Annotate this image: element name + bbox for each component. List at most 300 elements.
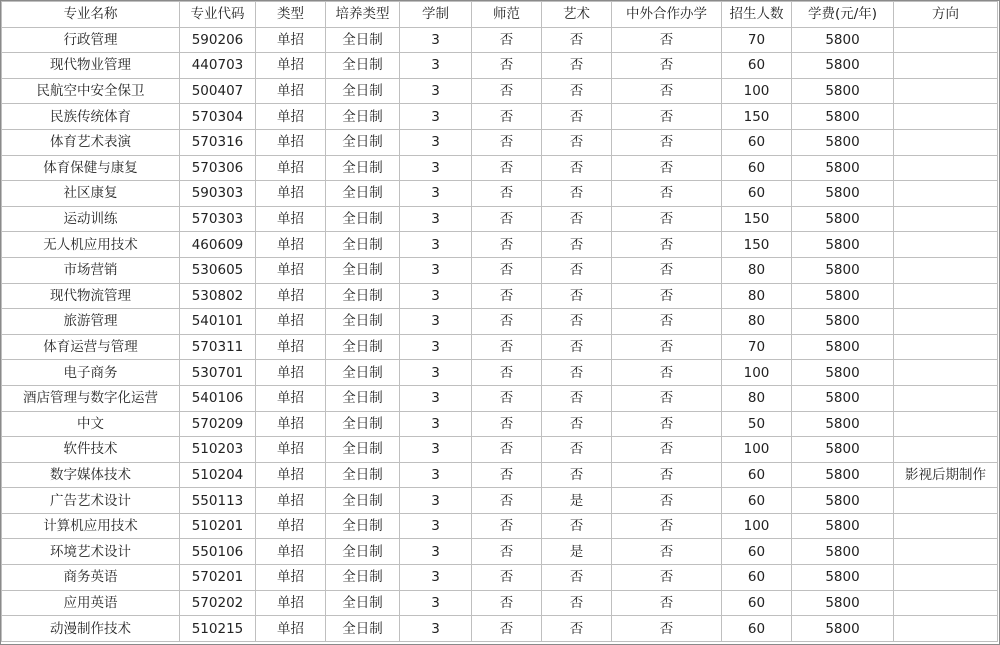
cell-major-name: 现代物流管理 bbox=[2, 283, 180, 309]
cell-normal: 否 bbox=[472, 411, 542, 437]
cell-direction bbox=[894, 590, 998, 616]
cell-major-name: 民族传统体育 bbox=[2, 104, 180, 130]
cell-type: 单招 bbox=[256, 334, 326, 360]
cell-enrollment: 60 bbox=[722, 129, 792, 155]
table-row bbox=[2, 181, 998, 207]
cell-art: 否 bbox=[542, 155, 612, 181]
cell-art: 否 bbox=[542, 616, 612, 642]
cell-major-name: 动漫制作技术 bbox=[2, 616, 180, 642]
cell-tuition: 5800 bbox=[792, 437, 894, 463]
cell-major-code: 510203 bbox=[180, 437, 256, 463]
cell-tuition: 5800 bbox=[792, 232, 894, 258]
cell-type: 单招 bbox=[256, 78, 326, 104]
cell-enrollment: 60 bbox=[722, 539, 792, 565]
cell-art: 否 bbox=[542, 411, 612, 437]
cell-duration: 3 bbox=[400, 334, 472, 360]
cell-training-type: 全日制 bbox=[326, 78, 400, 104]
table-row bbox=[2, 437, 998, 463]
cell-art: 否 bbox=[542, 129, 612, 155]
cell-tuition: 5800 bbox=[792, 462, 894, 488]
cell-normal: 否 bbox=[472, 155, 542, 181]
cell-training-type: 全日制 bbox=[326, 53, 400, 79]
cell-tuition: 5800 bbox=[792, 155, 894, 181]
cell-type: 单招 bbox=[256, 206, 326, 232]
cell-training-type: 全日制 bbox=[326, 488, 400, 514]
table-row bbox=[2, 78, 998, 104]
cell-type: 单招 bbox=[256, 232, 326, 258]
cell-direction bbox=[894, 437, 998, 463]
header-row bbox=[2, 2, 998, 28]
cell-tuition: 5800 bbox=[792, 129, 894, 155]
cell-sino-foreign: 否 bbox=[612, 181, 722, 207]
cell-enrollment: 60 bbox=[722, 462, 792, 488]
cell-major-code: 550106 bbox=[180, 539, 256, 565]
cell-enrollment: 100 bbox=[722, 78, 792, 104]
cell-type: 单招 bbox=[256, 539, 326, 565]
table-row bbox=[2, 27, 998, 53]
cell-major-name: 无人机应用技术 bbox=[2, 232, 180, 258]
cell-major-code: 570311 bbox=[180, 334, 256, 360]
cell-enrollment: 50 bbox=[722, 411, 792, 437]
cell-training-type: 全日制 bbox=[326, 283, 400, 309]
cell-tuition: 5800 bbox=[792, 385, 894, 411]
cell-duration: 3 bbox=[400, 129, 472, 155]
cell-art: 否 bbox=[542, 53, 612, 79]
header-col-direction: 方向 bbox=[894, 2, 998, 28]
cell-duration: 3 bbox=[400, 437, 472, 463]
cell-duration: 3 bbox=[400, 27, 472, 53]
cell-type: 单招 bbox=[256, 462, 326, 488]
cell-normal: 否 bbox=[472, 129, 542, 155]
cell-major-code: 510201 bbox=[180, 513, 256, 539]
enrollment-table bbox=[1, 1, 998, 642]
cell-major-name: 数字媒体技术 bbox=[2, 462, 180, 488]
cell-enrollment: 100 bbox=[722, 437, 792, 463]
cell-art: 否 bbox=[542, 513, 612, 539]
cell-training-type: 全日制 bbox=[326, 309, 400, 335]
cell-art: 否 bbox=[542, 385, 612, 411]
header-col-tuition: 学费(元/年) bbox=[792, 2, 894, 28]
cell-major-code: 530802 bbox=[180, 283, 256, 309]
cell-normal: 否 bbox=[472, 565, 542, 591]
cell-art: 否 bbox=[542, 232, 612, 258]
cell-type: 单招 bbox=[256, 129, 326, 155]
header-col-normal: 师范 bbox=[472, 2, 542, 28]
cell-major-name: 电子商务 bbox=[2, 360, 180, 386]
cell-normal: 否 bbox=[472, 232, 542, 258]
table-row bbox=[2, 616, 998, 642]
table-row bbox=[2, 488, 998, 514]
cell-duration: 3 bbox=[400, 513, 472, 539]
cell-duration: 3 bbox=[400, 309, 472, 335]
cell-major-code: 500407 bbox=[180, 78, 256, 104]
cell-training-type: 全日制 bbox=[326, 360, 400, 386]
cell-normal: 否 bbox=[472, 309, 542, 335]
cell-direction bbox=[894, 334, 998, 360]
cell-duration: 3 bbox=[400, 411, 472, 437]
cell-direction bbox=[894, 104, 998, 130]
table-row bbox=[2, 565, 998, 591]
cell-enrollment: 60 bbox=[722, 53, 792, 79]
cell-type: 单招 bbox=[256, 513, 326, 539]
cell-duration: 3 bbox=[400, 539, 472, 565]
cell-enrollment: 70 bbox=[722, 27, 792, 53]
cell-direction bbox=[894, 309, 998, 335]
cell-major-name: 民航空中安全保卫 bbox=[2, 78, 180, 104]
cell-duration: 3 bbox=[400, 385, 472, 411]
table-row bbox=[2, 309, 998, 335]
cell-major-code: 570303 bbox=[180, 206, 256, 232]
cell-training-type: 全日制 bbox=[326, 155, 400, 181]
cell-enrollment: 150 bbox=[722, 232, 792, 258]
cell-enrollment: 60 bbox=[722, 181, 792, 207]
header-col-major-name: 专业名称 bbox=[2, 2, 180, 28]
cell-duration: 3 bbox=[400, 360, 472, 386]
cell-direction bbox=[894, 129, 998, 155]
cell-enrollment: 60 bbox=[722, 590, 792, 616]
cell-normal: 否 bbox=[472, 53, 542, 79]
cell-major-code: 570209 bbox=[180, 411, 256, 437]
cell-major-code: 570316 bbox=[180, 129, 256, 155]
cell-tuition: 5800 bbox=[792, 539, 894, 565]
cell-tuition: 5800 bbox=[792, 488, 894, 514]
cell-sino-foreign: 否 bbox=[612, 513, 722, 539]
cell-normal: 否 bbox=[472, 181, 542, 207]
cell-normal: 否 bbox=[472, 283, 542, 309]
cell-type: 单招 bbox=[256, 155, 326, 181]
cell-training-type: 全日制 bbox=[326, 334, 400, 360]
cell-type: 单招 bbox=[256, 53, 326, 79]
cell-tuition: 5800 bbox=[792, 53, 894, 79]
cell-tuition: 5800 bbox=[792, 616, 894, 642]
table-row bbox=[2, 155, 998, 181]
cell-tuition: 5800 bbox=[792, 590, 894, 616]
cell-training-type: 全日制 bbox=[326, 437, 400, 463]
table-row bbox=[2, 539, 998, 565]
table-row bbox=[2, 360, 998, 386]
cell-major-code: 460609 bbox=[180, 232, 256, 258]
cell-tuition: 5800 bbox=[792, 78, 894, 104]
cell-art: 否 bbox=[542, 309, 612, 335]
cell-major-name: 体育保健与康复 bbox=[2, 155, 180, 181]
cell-major-name: 中文 bbox=[2, 411, 180, 437]
cell-tuition: 5800 bbox=[792, 309, 894, 335]
cell-direction bbox=[894, 155, 998, 181]
cell-normal: 否 bbox=[472, 206, 542, 232]
cell-duration: 3 bbox=[400, 206, 472, 232]
cell-normal: 否 bbox=[472, 385, 542, 411]
cell-tuition: 5800 bbox=[792, 513, 894, 539]
cell-art: 否 bbox=[542, 462, 612, 488]
cell-training-type: 全日制 bbox=[326, 27, 400, 53]
cell-sino-foreign: 否 bbox=[612, 360, 722, 386]
header-col-major-code: 专业代码 bbox=[180, 2, 256, 28]
cell-tuition: 5800 bbox=[792, 257, 894, 283]
table-row bbox=[2, 462, 998, 488]
cell-tuition: 5800 bbox=[792, 360, 894, 386]
cell-direction bbox=[894, 616, 998, 642]
cell-direction bbox=[894, 27, 998, 53]
cell-major-code: 590303 bbox=[180, 181, 256, 207]
cell-art: 否 bbox=[542, 565, 612, 591]
cell-major-code: 440703 bbox=[180, 53, 256, 79]
cell-major-code: 550113 bbox=[180, 488, 256, 514]
cell-major-name: 现代物业管理 bbox=[2, 53, 180, 79]
cell-enrollment: 70 bbox=[722, 334, 792, 360]
cell-direction: 影视后期制作 bbox=[894, 462, 998, 488]
cell-major-code: 570202 bbox=[180, 590, 256, 616]
cell-major-name: 体育艺术表演 bbox=[2, 129, 180, 155]
cell-normal: 否 bbox=[472, 78, 542, 104]
table-row bbox=[2, 129, 998, 155]
cell-enrollment: 60 bbox=[722, 616, 792, 642]
table-row bbox=[2, 206, 998, 232]
cell-major-name: 体育运营与管理 bbox=[2, 334, 180, 360]
header-col-duration: 学制 bbox=[400, 2, 472, 28]
cell-type: 单招 bbox=[256, 283, 326, 309]
cell-duration: 3 bbox=[400, 590, 472, 616]
cell-type: 单招 bbox=[256, 181, 326, 207]
cell-training-type: 全日制 bbox=[326, 206, 400, 232]
cell-normal: 否 bbox=[472, 360, 542, 386]
cell-type: 单招 bbox=[256, 27, 326, 53]
cell-major-name: 行政管理 bbox=[2, 27, 180, 53]
table-row bbox=[2, 334, 998, 360]
cell-enrollment: 80 bbox=[722, 309, 792, 335]
cell-normal: 否 bbox=[472, 513, 542, 539]
cell-tuition: 5800 bbox=[792, 334, 894, 360]
cell-major-name: 社区康复 bbox=[2, 181, 180, 207]
cell-sino-foreign: 否 bbox=[612, 539, 722, 565]
cell-training-type: 全日制 bbox=[326, 565, 400, 591]
cell-major-name: 广告艺术设计 bbox=[2, 488, 180, 514]
table-row bbox=[2, 385, 998, 411]
cell-major-code: 590206 bbox=[180, 27, 256, 53]
cell-major-name: 运动训练 bbox=[2, 206, 180, 232]
cell-type: 单招 bbox=[256, 411, 326, 437]
cell-sino-foreign: 否 bbox=[612, 462, 722, 488]
cell-major-code: 570304 bbox=[180, 104, 256, 130]
cell-enrollment: 60 bbox=[722, 155, 792, 181]
cell-major-name: 旅游管理 bbox=[2, 309, 180, 335]
cell-training-type: 全日制 bbox=[326, 616, 400, 642]
cell-duration: 3 bbox=[400, 565, 472, 591]
cell-duration: 3 bbox=[400, 53, 472, 79]
header-col-sino-foreign: 中外合作办学 bbox=[612, 2, 722, 28]
cell-major-code: 510215 bbox=[180, 616, 256, 642]
cell-art: 是 bbox=[542, 488, 612, 514]
cell-art: 否 bbox=[542, 590, 612, 616]
cell-major-code: 530701 bbox=[180, 360, 256, 386]
cell-major-name: 软件技术 bbox=[2, 437, 180, 463]
cell-direction bbox=[894, 181, 998, 207]
cell-training-type: 全日制 bbox=[326, 539, 400, 565]
cell-sino-foreign: 否 bbox=[612, 129, 722, 155]
cell-duration: 3 bbox=[400, 181, 472, 207]
cell-art: 否 bbox=[542, 27, 612, 53]
cell-normal: 否 bbox=[472, 488, 542, 514]
cell-training-type: 全日制 bbox=[326, 129, 400, 155]
cell-sino-foreign: 否 bbox=[612, 334, 722, 360]
cell-training-type: 全日制 bbox=[326, 513, 400, 539]
cell-sino-foreign: 否 bbox=[612, 283, 722, 309]
cell-major-name: 市场营销 bbox=[2, 257, 180, 283]
cell-direction bbox=[894, 78, 998, 104]
cell-type: 单招 bbox=[256, 437, 326, 463]
cell-enrollment: 150 bbox=[722, 104, 792, 130]
cell-art: 否 bbox=[542, 78, 612, 104]
cell-sino-foreign: 否 bbox=[612, 616, 722, 642]
cell-enrollment: 150 bbox=[722, 206, 792, 232]
cell-tuition: 5800 bbox=[792, 27, 894, 53]
cell-tuition: 5800 bbox=[792, 565, 894, 591]
cell-sino-foreign: 否 bbox=[612, 104, 722, 130]
cell-tuition: 5800 bbox=[792, 206, 894, 232]
cell-major-code: 570306 bbox=[180, 155, 256, 181]
cell-direction bbox=[894, 513, 998, 539]
cell-sino-foreign: 否 bbox=[612, 385, 722, 411]
cell-enrollment: 60 bbox=[722, 488, 792, 514]
cell-sino-foreign: 否 bbox=[612, 78, 722, 104]
cell-art: 是 bbox=[542, 539, 612, 565]
cell-sino-foreign: 否 bbox=[612, 411, 722, 437]
cell-direction bbox=[894, 206, 998, 232]
cell-direction bbox=[894, 257, 998, 283]
cell-art: 否 bbox=[542, 181, 612, 207]
cell-major-name: 商务英语 bbox=[2, 565, 180, 591]
cell-tuition: 5800 bbox=[792, 411, 894, 437]
cell-normal: 否 bbox=[472, 539, 542, 565]
cell-training-type: 全日制 bbox=[326, 411, 400, 437]
cell-duration: 3 bbox=[400, 257, 472, 283]
cell-type: 单招 bbox=[256, 565, 326, 591]
cell-major-code: 510204 bbox=[180, 462, 256, 488]
cell-normal: 否 bbox=[472, 104, 542, 130]
cell-direction bbox=[894, 232, 998, 258]
cell-training-type: 全日制 bbox=[326, 181, 400, 207]
cell-art: 否 bbox=[542, 104, 612, 130]
cell-sino-foreign: 否 bbox=[612, 590, 722, 616]
cell-direction bbox=[894, 565, 998, 591]
cell-art: 否 bbox=[542, 334, 612, 360]
cell-normal: 否 bbox=[472, 462, 542, 488]
cell-major-name: 计算机应用技术 bbox=[2, 513, 180, 539]
cell-sino-foreign: 否 bbox=[612, 206, 722, 232]
cell-type: 单招 bbox=[256, 616, 326, 642]
cell-duration: 3 bbox=[400, 283, 472, 309]
cell-enrollment: 60 bbox=[722, 565, 792, 591]
header-col-art: 艺术 bbox=[542, 2, 612, 28]
cell-type: 单招 bbox=[256, 309, 326, 335]
cell-type: 单招 bbox=[256, 488, 326, 514]
table-row bbox=[2, 513, 998, 539]
cell-training-type: 全日制 bbox=[326, 257, 400, 283]
cell-tuition: 5800 bbox=[792, 181, 894, 207]
cell-tuition: 5800 bbox=[792, 283, 894, 309]
cell-duration: 3 bbox=[400, 232, 472, 258]
cell-normal: 否 bbox=[472, 437, 542, 463]
cell-type: 单招 bbox=[256, 104, 326, 130]
cell-sino-foreign: 否 bbox=[612, 27, 722, 53]
cell-normal: 否 bbox=[472, 257, 542, 283]
cell-duration: 3 bbox=[400, 78, 472, 104]
cell-normal: 否 bbox=[472, 27, 542, 53]
cell-training-type: 全日制 bbox=[326, 232, 400, 258]
cell-training-type: 全日制 bbox=[326, 385, 400, 411]
cell-duration: 3 bbox=[400, 488, 472, 514]
table-row bbox=[2, 53, 998, 79]
cell-type: 单招 bbox=[256, 257, 326, 283]
cell-direction bbox=[894, 539, 998, 565]
header-col-enrollment: 招生人数 bbox=[722, 2, 792, 28]
header-col-training-type: 培养类型 bbox=[326, 2, 400, 28]
cell-art: 否 bbox=[542, 437, 612, 463]
cell-enrollment: 80 bbox=[722, 283, 792, 309]
cell-type: 单招 bbox=[256, 590, 326, 616]
table-row bbox=[2, 283, 998, 309]
cell-direction bbox=[894, 53, 998, 79]
cell-duration: 3 bbox=[400, 155, 472, 181]
cell-direction bbox=[894, 283, 998, 309]
cell-duration: 3 bbox=[400, 462, 472, 488]
cell-art: 否 bbox=[542, 257, 612, 283]
cell-sino-foreign: 否 bbox=[612, 565, 722, 591]
table-row bbox=[2, 590, 998, 616]
table-row bbox=[2, 104, 998, 130]
cell-type: 单招 bbox=[256, 385, 326, 411]
table-row bbox=[2, 257, 998, 283]
cell-type: 单招 bbox=[256, 360, 326, 386]
cell-training-type: 全日制 bbox=[326, 104, 400, 130]
cell-training-type: 全日制 bbox=[326, 462, 400, 488]
cell-art: 否 bbox=[542, 360, 612, 386]
cell-sino-foreign: 否 bbox=[612, 437, 722, 463]
table-body bbox=[2, 27, 998, 641]
cell-normal: 否 bbox=[472, 334, 542, 360]
cell-sino-foreign: 否 bbox=[612, 53, 722, 79]
cell-major-code: 570201 bbox=[180, 565, 256, 591]
cell-sino-foreign: 否 bbox=[612, 155, 722, 181]
cell-sino-foreign: 否 bbox=[612, 257, 722, 283]
cell-direction bbox=[894, 488, 998, 514]
cell-enrollment: 100 bbox=[722, 360, 792, 386]
cell-art: 否 bbox=[542, 206, 612, 232]
cell-direction bbox=[894, 360, 998, 386]
cell-major-name: 酒店管理与数字化运营 bbox=[2, 385, 180, 411]
cell-major-name: 环境艺术设计 bbox=[2, 539, 180, 565]
cell-direction bbox=[894, 385, 998, 411]
cell-enrollment: 100 bbox=[722, 513, 792, 539]
cell-major-code: 540101 bbox=[180, 309, 256, 335]
cell-duration: 3 bbox=[400, 104, 472, 130]
header-col-type: 类型 bbox=[256, 2, 326, 28]
cell-major-code: 540106 bbox=[180, 385, 256, 411]
cell-direction bbox=[894, 411, 998, 437]
cell-sino-foreign: 否 bbox=[612, 309, 722, 335]
cell-duration: 3 bbox=[400, 616, 472, 642]
cell-enrollment: 80 bbox=[722, 385, 792, 411]
cell-art: 否 bbox=[542, 283, 612, 309]
cell-normal: 否 bbox=[472, 616, 542, 642]
table-row bbox=[2, 411, 998, 437]
cell-major-name: 应用英语 bbox=[2, 590, 180, 616]
cell-tuition: 5800 bbox=[792, 104, 894, 130]
table-row bbox=[2, 232, 998, 258]
cell-major-code: 530605 bbox=[180, 257, 256, 283]
cell-sino-foreign: 否 bbox=[612, 232, 722, 258]
cell-enrollment: 80 bbox=[722, 257, 792, 283]
cell-normal: 否 bbox=[472, 590, 542, 616]
